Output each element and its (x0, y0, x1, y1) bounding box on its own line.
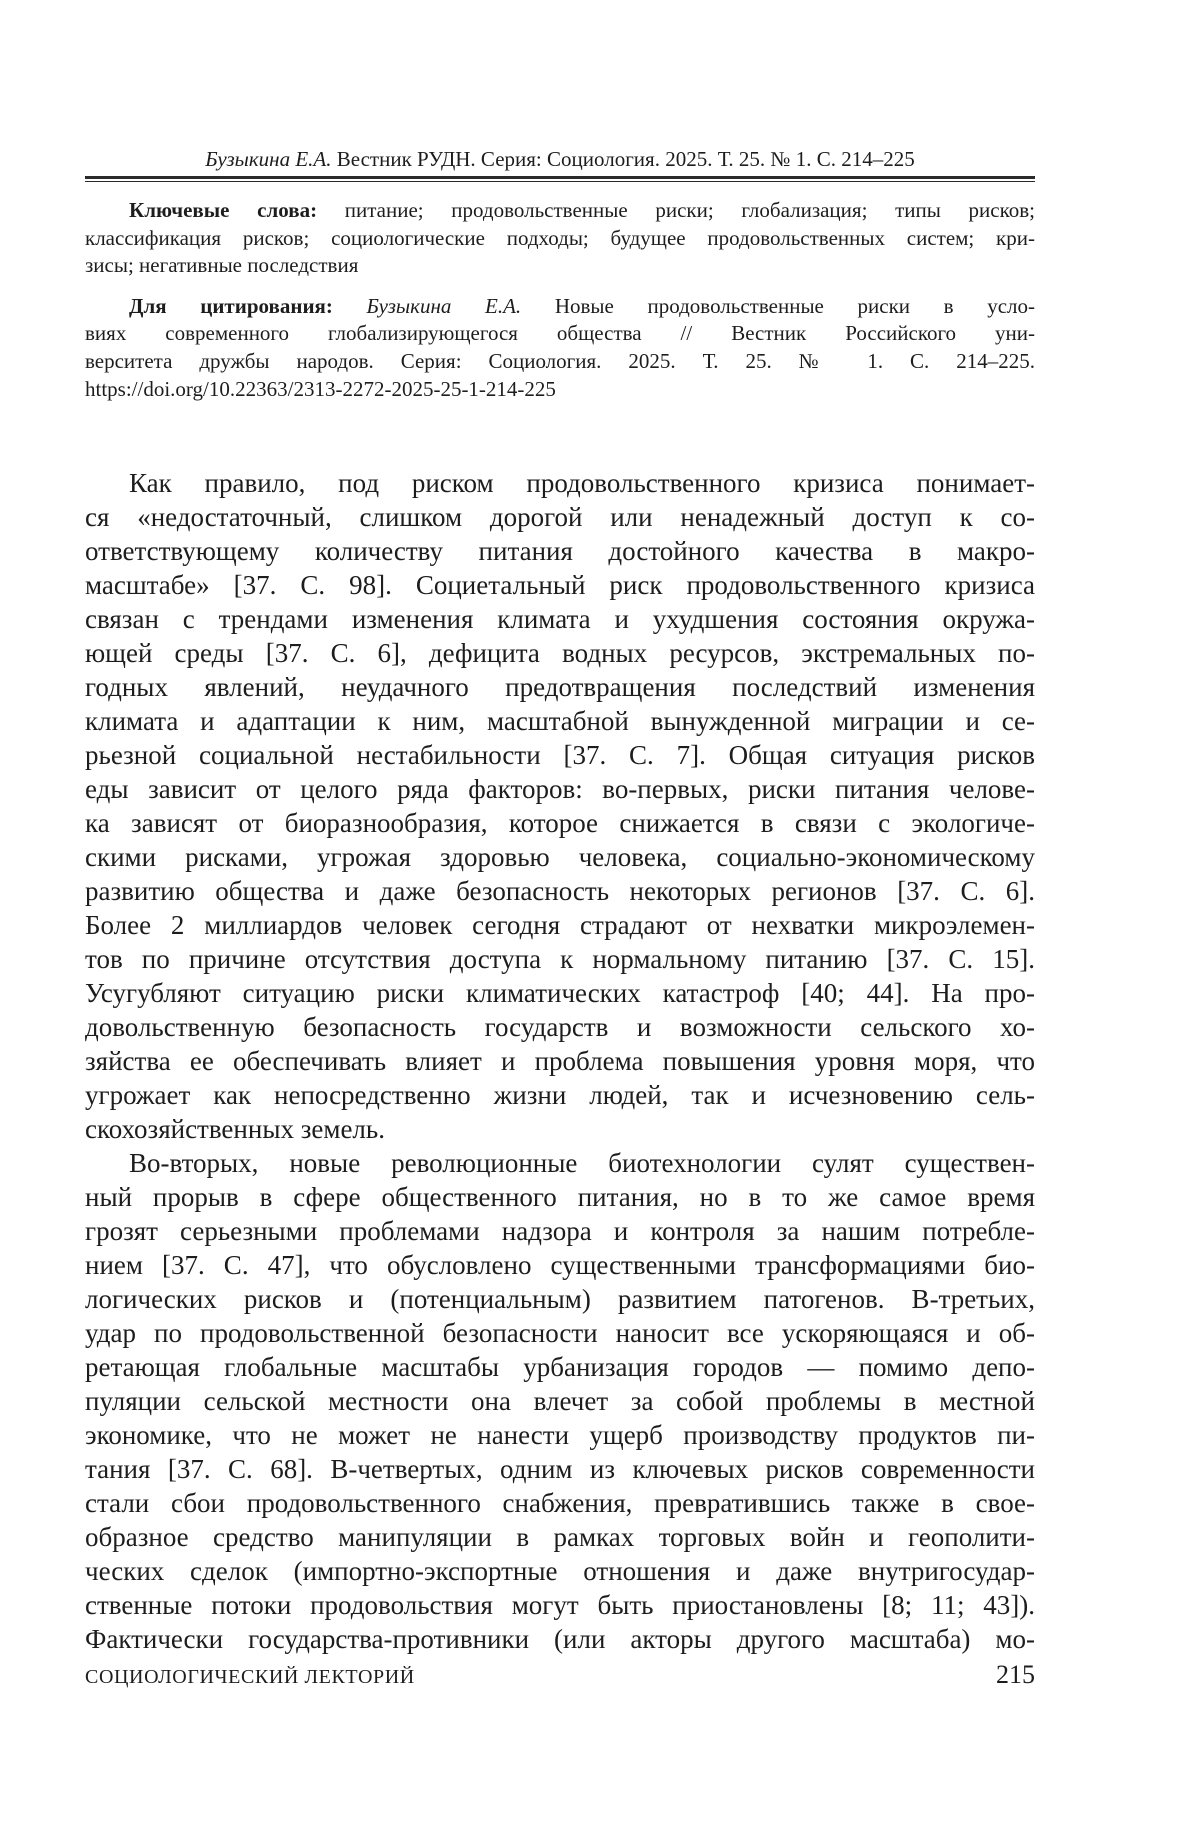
article-body (85, 466, 1035, 1656)
keywords-first-line-rest: питание; продовольственные риски; глобализация; типы рисков; (317, 198, 1035, 222)
text-line: ся «недостаточный, слишком дорогой или ненадежный доступ к со- (85, 502, 1035, 533)
text-line: верситета дружбы народов. Серия: Социология. 2025. Т. 25. № 1. С. 214–225. (85, 348, 1035, 373)
text-line: связан с трендами изменения климата и ухудшения состояния окружа- (85, 604, 1035, 635)
citation-first-line-rest: Новые продовольственные риски в усло- (554, 293, 1035, 318)
citation-paragraph (85, 293, 1035, 404)
body-paragraph-2 (85, 1146, 1035, 1656)
running-head (85, 147, 1035, 172)
running-head-citation: Вестник РУДН. Серия: Социология. 2025. Т. 25. № 1. С. 214–225 (331, 147, 915, 171)
text-line: ющей среды [37. С. 6], дефицита водных ресурсов, экстремальных по- (85, 638, 1035, 669)
text-line: нием [37. С. 47], что обусловлено существенными трансформациями био- (85, 1250, 1035, 1281)
page-number: 215 (996, 1660, 1035, 1689)
text-line: ственные потоки продовольствия могут быть приостановлены [8; 11; 43]). (85, 1590, 1035, 1621)
text-line: довольственную безопасность государств и возможности сельского хо- (85, 1012, 1035, 1043)
text-line: ческих сделок (импортно-экспортные отношения и даже внутригосудар- (85, 1556, 1035, 1587)
text-line: климата и адаптации к ним, масштабной вынужденной миграции и се- (85, 706, 1035, 737)
text-line: Усугубляют ситуацию риски климатических катастроф [40; 44]. На про- (85, 978, 1035, 1009)
page-footer (85, 1660, 1035, 1690)
citation-label: Для цитирования: (129, 293, 367, 318)
text-line: угрожает как непосредственно жизни людей, так и исчезновению сель- (85, 1080, 1035, 1111)
running-head-author: Бузыкина Е.А. (205, 147, 332, 171)
text-line: еды зависит от целого ряда факторов: во-первых, риски питания челове- (85, 774, 1035, 805)
text-line: Во-вторых, новые революционные биотехнологии сулят существен- (129, 1148, 1035, 1179)
text-line: зисы; негативные последствия (85, 253, 359, 277)
text-line: скохозяйственных земель. (85, 1114, 385, 1145)
text-line: тов по причине отсутствия доступа к нормальному питанию [37. С. 15]. (85, 944, 1035, 975)
text-line: пуляции сельской местности она влечет за собой проблемы в местной (85, 1386, 1035, 1417)
text-line: логических рисков и (потенциальным) развитием патогенов. В-третьих, (85, 1284, 1035, 1315)
keywords-label: Ключевые слова: (129, 198, 318, 222)
text-line: классификация рисков; социологические подходы; будущее продовольственных систем; кри- (85, 225, 1035, 250)
text-line: стали сбои продовольственного снабжения, превратившись также в свое- (85, 1488, 1035, 1519)
text-line: тания [37. С. 68]. В-четвертых, одним из ключевых рисков современности (85, 1454, 1035, 1485)
keywords-paragraph (85, 197, 1035, 280)
text-line: ный прорыв в сфере общественного питания, но в то же самое время (85, 1182, 1035, 1213)
footer-section-label: СОЦИОЛОГИЧЕСКИЙ ЛЕКТОРИЙ (85, 1666, 415, 1688)
text-line: масштабе» [37. С. 98]. Социетальный риск продовольственного кризиса (85, 570, 1035, 601)
header-rule (85, 176, 1035, 182)
doi-line: https://doi.org/10.22363/2313-2272-2025-25-1-214-225 (85, 376, 556, 401)
text-line: Фактически государства-противники (или акторы другого масштаба) мо- (85, 1624, 1035, 1655)
keywords-lines (85, 225, 1035, 280)
text-line: скими рисками, угрожая здоровью человека, социально-экономическому (85, 842, 1035, 873)
text-line: годных явлений, неудачного предотвращения последствий изменения (85, 672, 1035, 703)
text-line: зяйства ее обеспечивать влияет и проблема повышения уровня моря, что (85, 1046, 1035, 1077)
text-line: ка зависят от биоразнообразия, которое снижается в связи с экологиче- (85, 808, 1035, 839)
text-line: Как правило, под риском продовольственного кризиса понимает- (129, 468, 1035, 499)
body-paragraph-1 (85, 466, 1035, 1146)
text-line: развитию общества и даже безопасность некоторых регионов [37. С. 6]. (85, 876, 1035, 907)
text-line: экономике, что не может не нанести ущерб производству продуктов пи- (85, 1420, 1035, 1451)
keywords-first-line (85, 197, 1035, 225)
text-line: образное средство манипуляции в рамках торговых войн и геополити- (85, 1522, 1035, 1553)
citation-first-line (85, 293, 1035, 321)
citation-lines (85, 320, 1035, 375)
text-line: грозят серьезными проблемами надзора и контроля за нашим потребле- (85, 1216, 1035, 1247)
text-line: рьезной социальной нестабильности [37. С. 7]. Общая ситуация рисков (85, 740, 1035, 771)
text-line: ретающая глобальные масштабы урбанизация городов — помимо депо- (85, 1352, 1035, 1383)
text-line: удар по продовольственной безопасности наносит все ускоряющаяся и об- (85, 1318, 1035, 1349)
citation-author: Бузыкина Е.А. (366, 293, 555, 318)
page-content (85, 0, 1035, 1656)
text-line: Более 2 миллиардов человек сегодня страдают от нехватки микроэлемен- (85, 910, 1035, 941)
text-line: ответствующему количеству питания достойного качества в макро- (85, 536, 1035, 567)
text-line: виях современного глобализирующегося общества // Вестник Российского уни- (85, 321, 1035, 346)
